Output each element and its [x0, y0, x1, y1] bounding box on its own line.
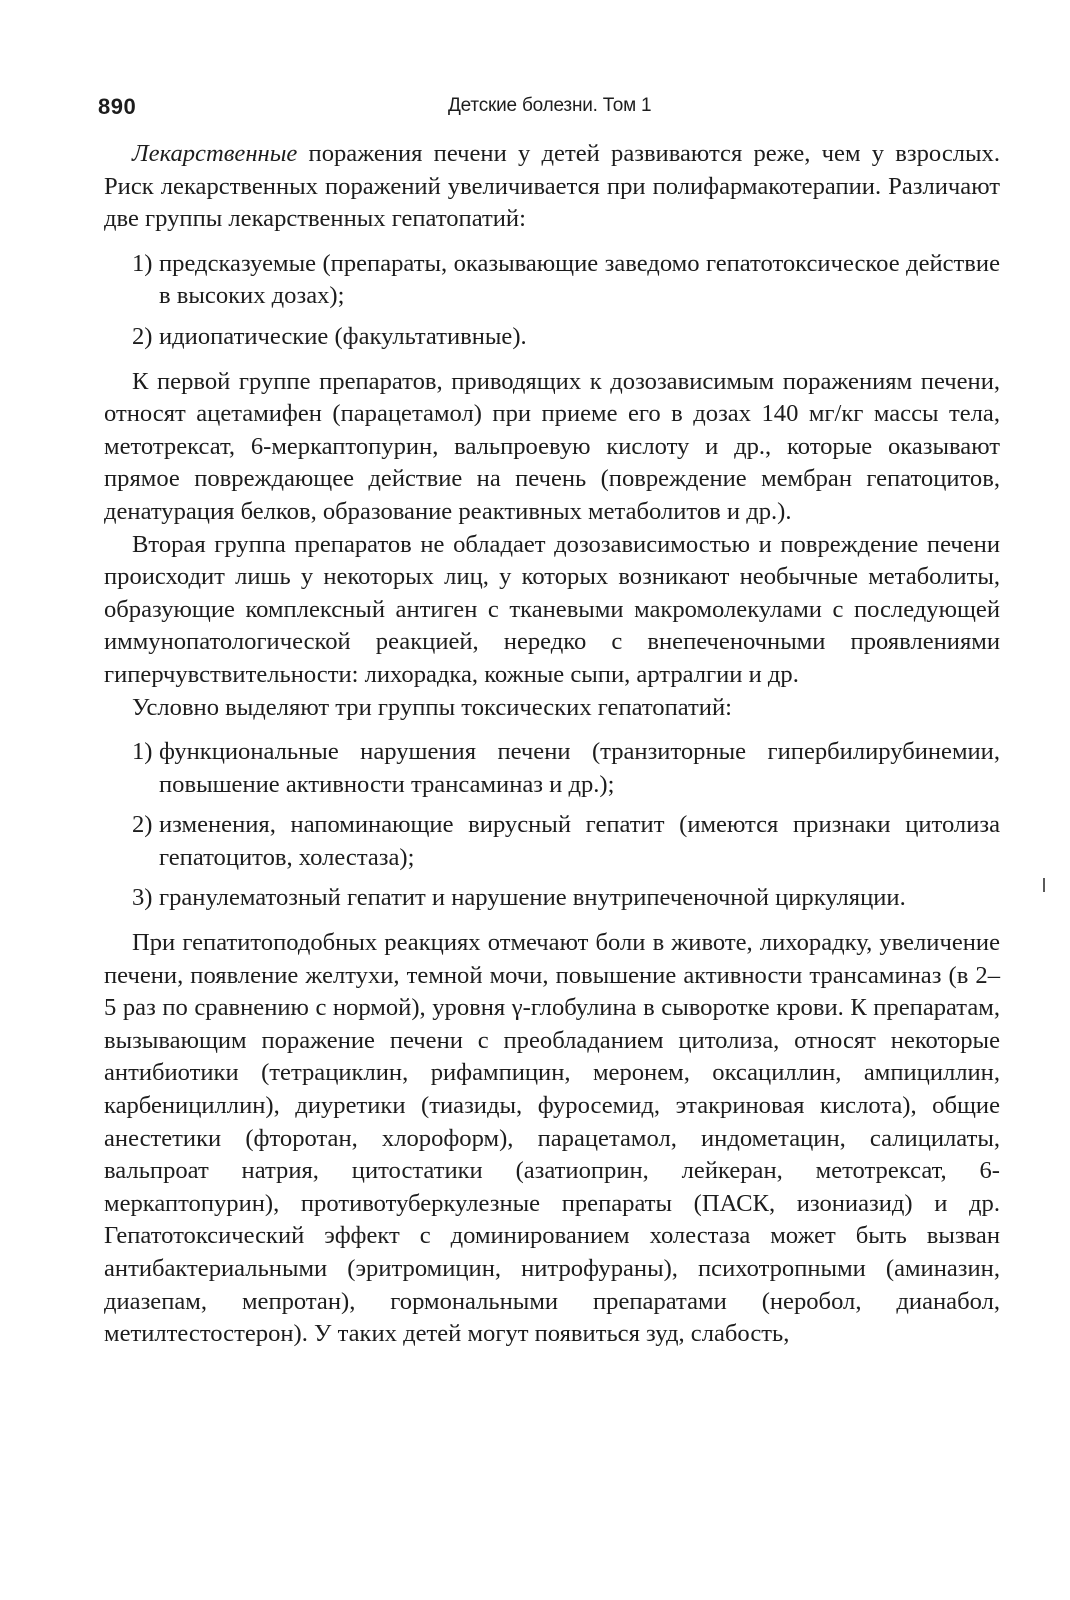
running-title: Детские болезни. Том 1 — [448, 95, 652, 116]
list-marker: 2) — [132, 322, 153, 350]
list-item — [104, 321, 1000, 354]
second-group-paragraph: Вторая группа препаратов не обладает дозозависимостью и повреждение печени происходит лишь у некоторых лиц, у которых возникают необычные метаболиты, образующие комплексный антиген с тканевыми макромолекулами с последующей иммунопатологической реакцией, нередко с внепеченочными проявлениями гиперчувствительности: лихорадка, кожные сыпи, артралгии и др. — [104, 530, 1000, 688]
drug-groups-list — [104, 248, 1000, 354]
toxic-groups-intro: Условно выделяют три группы токсических гепатопатий: — [132, 693, 732, 721]
intro-lead-term: Лекарственные — [132, 140, 298, 167]
list-item-text: идиопатические (факультативные). — [159, 322, 527, 350]
first-group-paragraph: К первой группе препаратов, приводящих к дозозависимым поражениям печени, относят ацетамифен (парацетамол) при приеме его в дозах 140 мг/кг массы тела, метотрексат, 6-меркаптопурин, вальпроевую кислоту и др., которые оказывают прямое повреждающее действие на печень (повреждение мембран гепатоцитов, денатурация белков, образование реактивных метаболитов и др.). — [104, 367, 1000, 525]
list-item — [104, 882, 1000, 915]
intro-text: поражения печени у детей развиваются реже, чем у взрослых. Риск лекарственных поражений увеличивается при полифармакотерапии. Различают две группы лекарственных гепатопатий: — [104, 140, 1000, 233]
list-marker: 1) — [132, 249, 153, 277]
intro-paragraph — [104, 138, 1000, 236]
list-marker: 3) — [132, 884, 153, 912]
page-number: 890 — [98, 94, 137, 119]
list-item-text: предсказуемые (препараты, оказывающие заведомо гепатотоксическое действие в высоких дозах); — [159, 249, 1000, 310]
hepatitis-like-paragraph: При гепатитоподобных реакциях отмечают боли в животе, лихорадку, увеличение печени, появление желтухи, темной мочи, повышение активности трансаминаз (в 2–5 раз по сравнению с нормой), уровня γ-глобулина в сыворотке крови. К препаратам, вызывающим поражение печени с преобладанием цитолиза, относят некоторые антибиотики (тетрациклин, рифампицин, меронем, оксациллин, ампициллин, карбенициллин), диуретики (тиазиды, фуросемид, этакриновая кислота), общие анестетики (фторотан, хлороформ), парацетамол, индометацин, салицилаты, вальпроат натрия, цитостатики (азатиоприн, лейкеран, метотрексат, 6-меркаптопурин), противотуберкулезные препараты (ПАСК, изониазид) и др. Гепатотоксический эффект с доминированием холестаза может быть вызван антибактериальными (эритромицин, нитрофураны), психотропными (аминазин, диазепам, мепротан), гормональными препаратами (неробол, дианабол, метилтестостерон). У таких детей могут появиться зуд, слабость, — [104, 929, 1000, 1348]
toxic-groups-list — [104, 736, 1000, 915]
list-item-text: гранулематозный гепатит и нарушение внутрипеченочной циркуляции. — [159, 884, 906, 912]
list-item — [104, 809, 1000, 874]
list-marker: 2) — [132, 811, 153, 839]
list-item-text: изменения, напоминающие вирусный гепатит (имеются признаки цитолиза гепатоцитов, холестаза); — [159, 811, 1000, 871]
list-item — [104, 736, 1000, 801]
page-header — [98, 86, 1000, 128]
list-item — [104, 248, 1000, 313]
book-page — [98, 86, 1000, 1351]
page-body — [104, 138, 1000, 1351]
margin-mark — [1043, 878, 1045, 892]
list-marker: 1) — [132, 738, 153, 766]
list-item-text: функциональные нарушения печени (транзиторные гипербилирубинемии, повышение активности трансаминаз и др.); — [159, 738, 1000, 798]
